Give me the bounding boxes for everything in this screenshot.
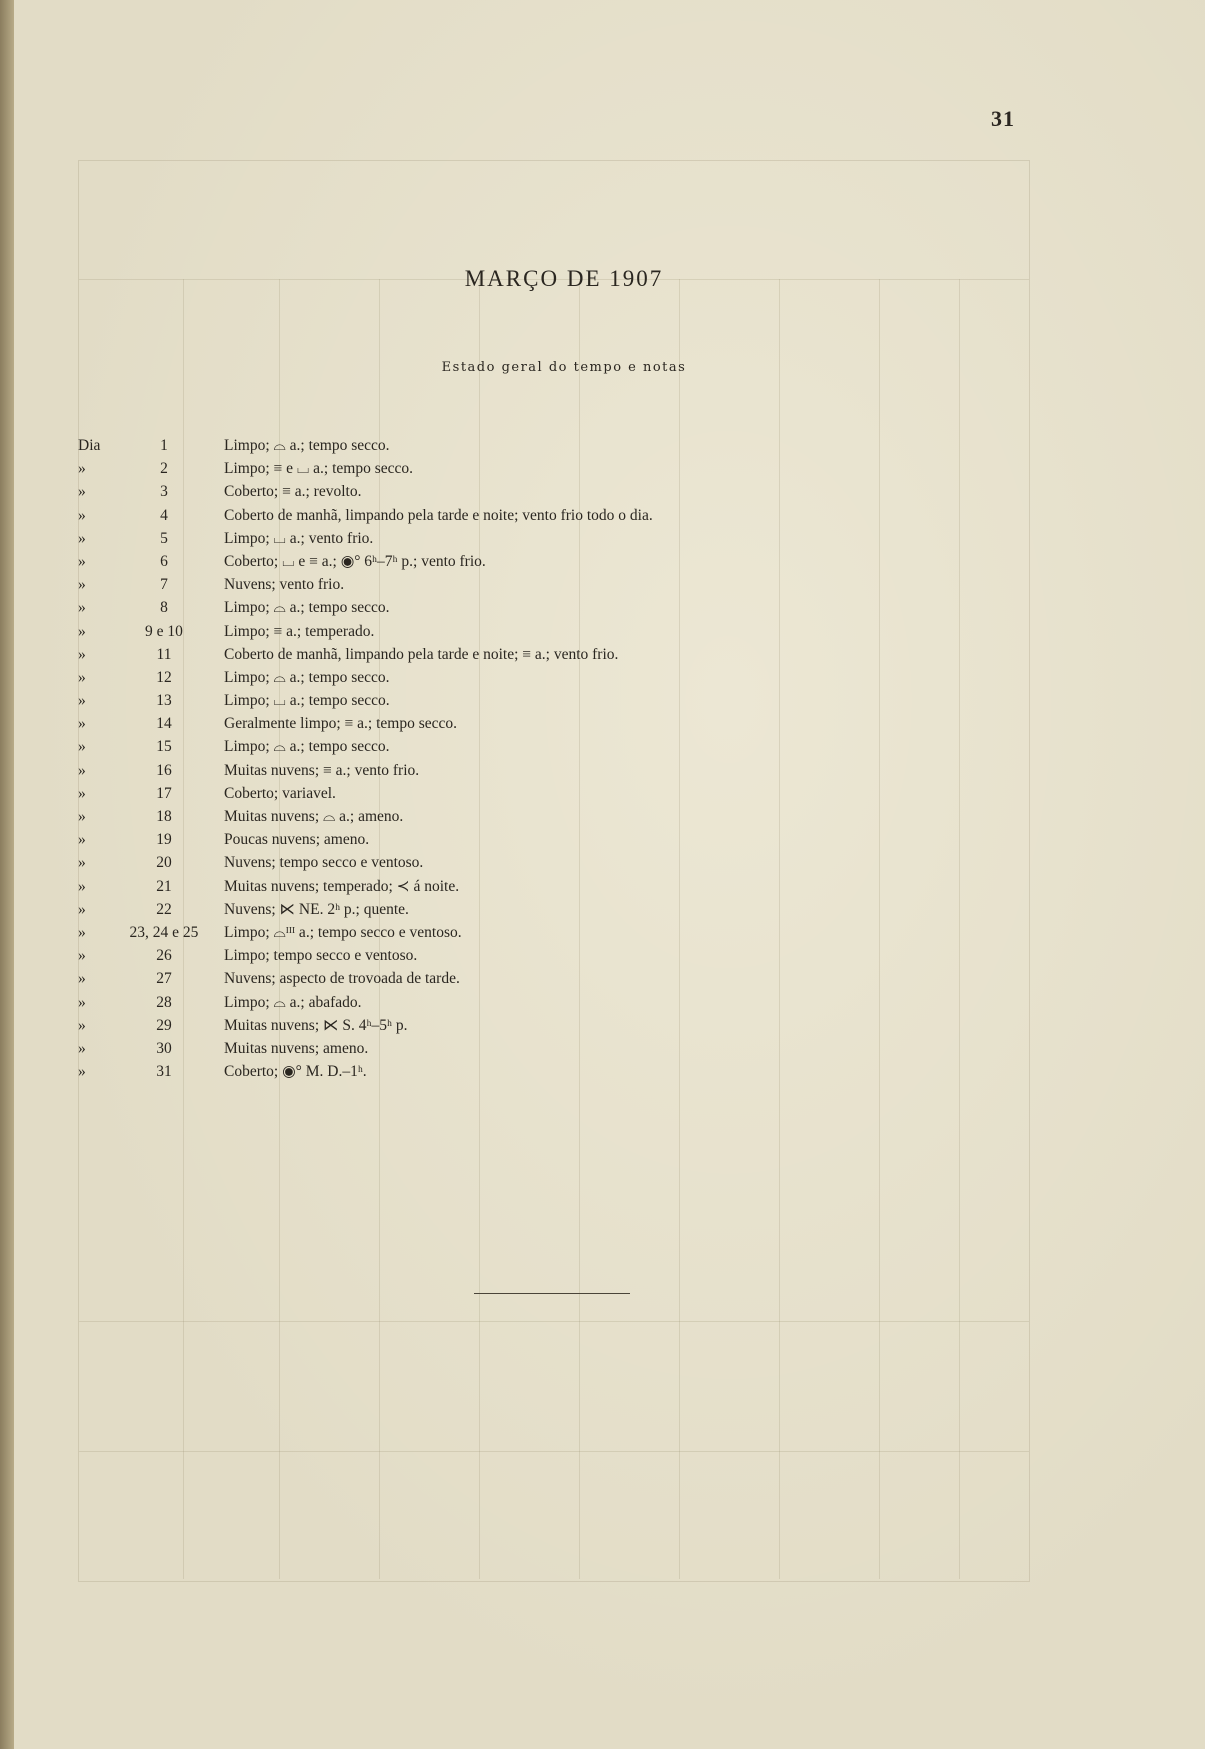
ditto-mark: »: [78, 900, 86, 918]
list-item: [14, 620, 1205, 643]
list-item: [14, 1037, 1205, 1060]
list-item: [14, 782, 1205, 805]
list-item: [14, 851, 1205, 874]
ditto-mark: »: [78, 483, 86, 501]
day-number: 11: [156, 645, 172, 663]
day-number: 17: [156, 784, 172, 802]
ditto-mark: »: [78, 947, 86, 965]
list-item: [14, 457, 1205, 480]
ditto-mark: »: [78, 993, 86, 1011]
list-item: [14, 898, 1205, 921]
day-number: 31: [156, 1063, 172, 1081]
day-number: 4: [160, 506, 168, 524]
weather-note: Poucas nuvens; ameno.: [224, 831, 370, 849]
weather-note: Limpo; ⌴ a.; tempo secco.: [224, 692, 390, 710]
ditto-mark: »: [78, 692, 86, 710]
day-number: 28: [156, 993, 172, 1011]
list-item: [14, 666, 1205, 689]
day-number: 5: [160, 529, 168, 547]
weather-note: Coberto; ◉° M. D.–1ʰ.: [224, 1063, 367, 1081]
list-item: [14, 573, 1205, 596]
dia-label: Dia: [78, 437, 101, 454]
ditto-mark: »: [78, 784, 86, 802]
day-number: 9 e 10: [145, 622, 183, 640]
day-number: 26: [156, 947, 172, 965]
day-number: 21: [156, 877, 172, 895]
list-item: [14, 1060, 1205, 1083]
ditto-mark: »: [78, 460, 86, 478]
weather-note: Muitas nuvens; temperado; ≺ á noite.: [224, 877, 460, 895]
day-number: 6: [160, 552, 168, 570]
day-number: 23, 24 e 25: [129, 923, 199, 941]
list-item: [14, 921, 1205, 944]
ditto-mark: »: [78, 1039, 86, 1057]
list-item: [14, 875, 1205, 898]
list-item: [14, 944, 1205, 967]
weather-note: Geralmente limpo; ≡ a.; tempo secco.: [224, 715, 457, 733]
weather-note: Muitas nuvens; ⌓ a.; ameno.: [224, 808, 404, 825]
ditto-mark: »: [78, 970, 86, 988]
day-number: 3: [160, 483, 168, 501]
page-number: 31: [991, 106, 1015, 131]
list-item: [14, 596, 1205, 619]
page-title: MARÇO DE 1907: [464, 266, 664, 291]
ditto-mark: »: [78, 1063, 86, 1081]
weather-note: Limpo; ⌓ a.; tempo secco.: [224, 668, 390, 686]
ditto-mark: »: [78, 854, 86, 872]
list-item: [14, 991, 1205, 1014]
day-number: 27: [156, 970, 172, 988]
weather-note: Limpo; ⌓ a.; tempo secco.: [224, 599, 390, 617]
list-item: [14, 527, 1205, 550]
weather-note: Muitas nuvens; ⋉ S. 4ʰ–5ʰ p.: [224, 1016, 408, 1034]
day-number: 15: [156, 738, 172, 756]
ditto-mark: »: [78, 668, 86, 686]
ditto-mark: »: [78, 877, 86, 895]
ditto-mark: »: [78, 529, 86, 547]
weather-note: Coberto; ≡ a.; revolto.: [224, 483, 362, 501]
ditto-mark: »: [78, 831, 86, 849]
ditto-mark: »: [78, 738, 86, 756]
section-subtitle: Estado geral do tempo e notas: [441, 360, 687, 375]
weather-note: Limpo; ⌓ a.; tempo secco.: [224, 738, 390, 756]
book-spine: [0, 0, 14, 1749]
ditto-mark: »: [78, 715, 86, 733]
weather-note: Muitas nuvens; ameno.: [224, 1039, 369, 1057]
weather-entries-list: [14, 434, 1205, 1083]
ditto-mark: »: [78, 576, 86, 594]
list-item: [14, 480, 1205, 503]
list-item: [14, 689, 1205, 712]
list-item: [14, 504, 1205, 527]
day-number: 19: [156, 831, 172, 849]
day-number: 13: [156, 692, 172, 710]
weather-note: Coberto de manhã, limpando pela tarde e noite; ≡ a.; vento frio.: [224, 645, 619, 663]
page: [14, 0, 1205, 1749]
weather-note: Nuvens; vento frio.: [224, 576, 345, 594]
list-item: [14, 805, 1205, 828]
ditto-mark: »: [78, 808, 86, 825]
ditto-mark: »: [78, 622, 86, 640]
list-item: [14, 434, 1205, 457]
weather-note: Limpo; ≡ a.; temperado.: [224, 622, 375, 640]
day-number: 18: [156, 808, 172, 825]
weather-note: Limpo; ⌓ a.; abafado.: [224, 993, 362, 1011]
day-number: 14: [156, 715, 172, 733]
day-number: 20: [156, 854, 172, 872]
list-item: [14, 759, 1205, 782]
weather-note: Muitas nuvens; ≡ a.; vento frio.: [224, 761, 420, 779]
day-number: 30: [156, 1039, 172, 1057]
ditto-mark: »: [78, 1016, 86, 1034]
list-item: [14, 1014, 1205, 1037]
day-number: 29: [156, 1016, 172, 1034]
list-item: [14, 643, 1205, 666]
day-number: 2: [160, 460, 168, 478]
list-item: [14, 550, 1205, 573]
closing-rule: [474, 1293, 630, 1294]
ditto-mark: »: [78, 923, 86, 941]
weather-note: Nuvens; ⋉ NE. 2ʰ p.; quente.: [224, 900, 409, 918]
list-item: [14, 712, 1205, 735]
ditto-mark: »: [78, 761, 86, 779]
ditto-mark: »: [78, 552, 86, 570]
day-number: 22: [156, 900, 172, 918]
weather-note: Coberto; variavel.: [224, 784, 336, 802]
day-number: 7: [160, 576, 168, 594]
weather-note: Nuvens; tempo secco e ventoso.: [224, 854, 424, 872]
ditto-mark: »: [78, 599, 86, 617]
weather-note: Limpo; tempo secco e ventoso.: [224, 947, 418, 965]
list-item: [14, 828, 1205, 851]
weather-note: Limpo; ≡ e ⌴ a.; tempo secco.: [224, 460, 414, 478]
weather-note: Limpo; ⌓ a.; tempo secco.: [224, 437, 390, 454]
day-number: 8: [160, 599, 168, 617]
weather-note: Limpo; ⌓ᴵᴵᴵ a.; tempo secco e ventoso.: [224, 923, 462, 941]
ditto-mark: »: [78, 506, 86, 524]
list-item: [14, 735, 1205, 758]
list-item: [14, 967, 1205, 990]
ditto-mark: »: [78, 645, 86, 663]
day-number: 16: [156, 761, 172, 779]
weather-note: Limpo; ⌴ a.; vento frio.: [224, 529, 374, 547]
weather-note: Coberto de manhã, limpando pela tarde e noite; vento frio todo o dia.: [224, 506, 653, 524]
day-number: 1: [160, 437, 168, 454]
day-number: 12: [156, 668, 172, 686]
weather-note: Coberto; ⌴ e ≡ a.; ◉° 6ʰ–7ʰ p.; vento frio.: [224, 552, 486, 570]
weather-note: Nuvens; aspecto de trovoada de tarde.: [224, 970, 460, 988]
